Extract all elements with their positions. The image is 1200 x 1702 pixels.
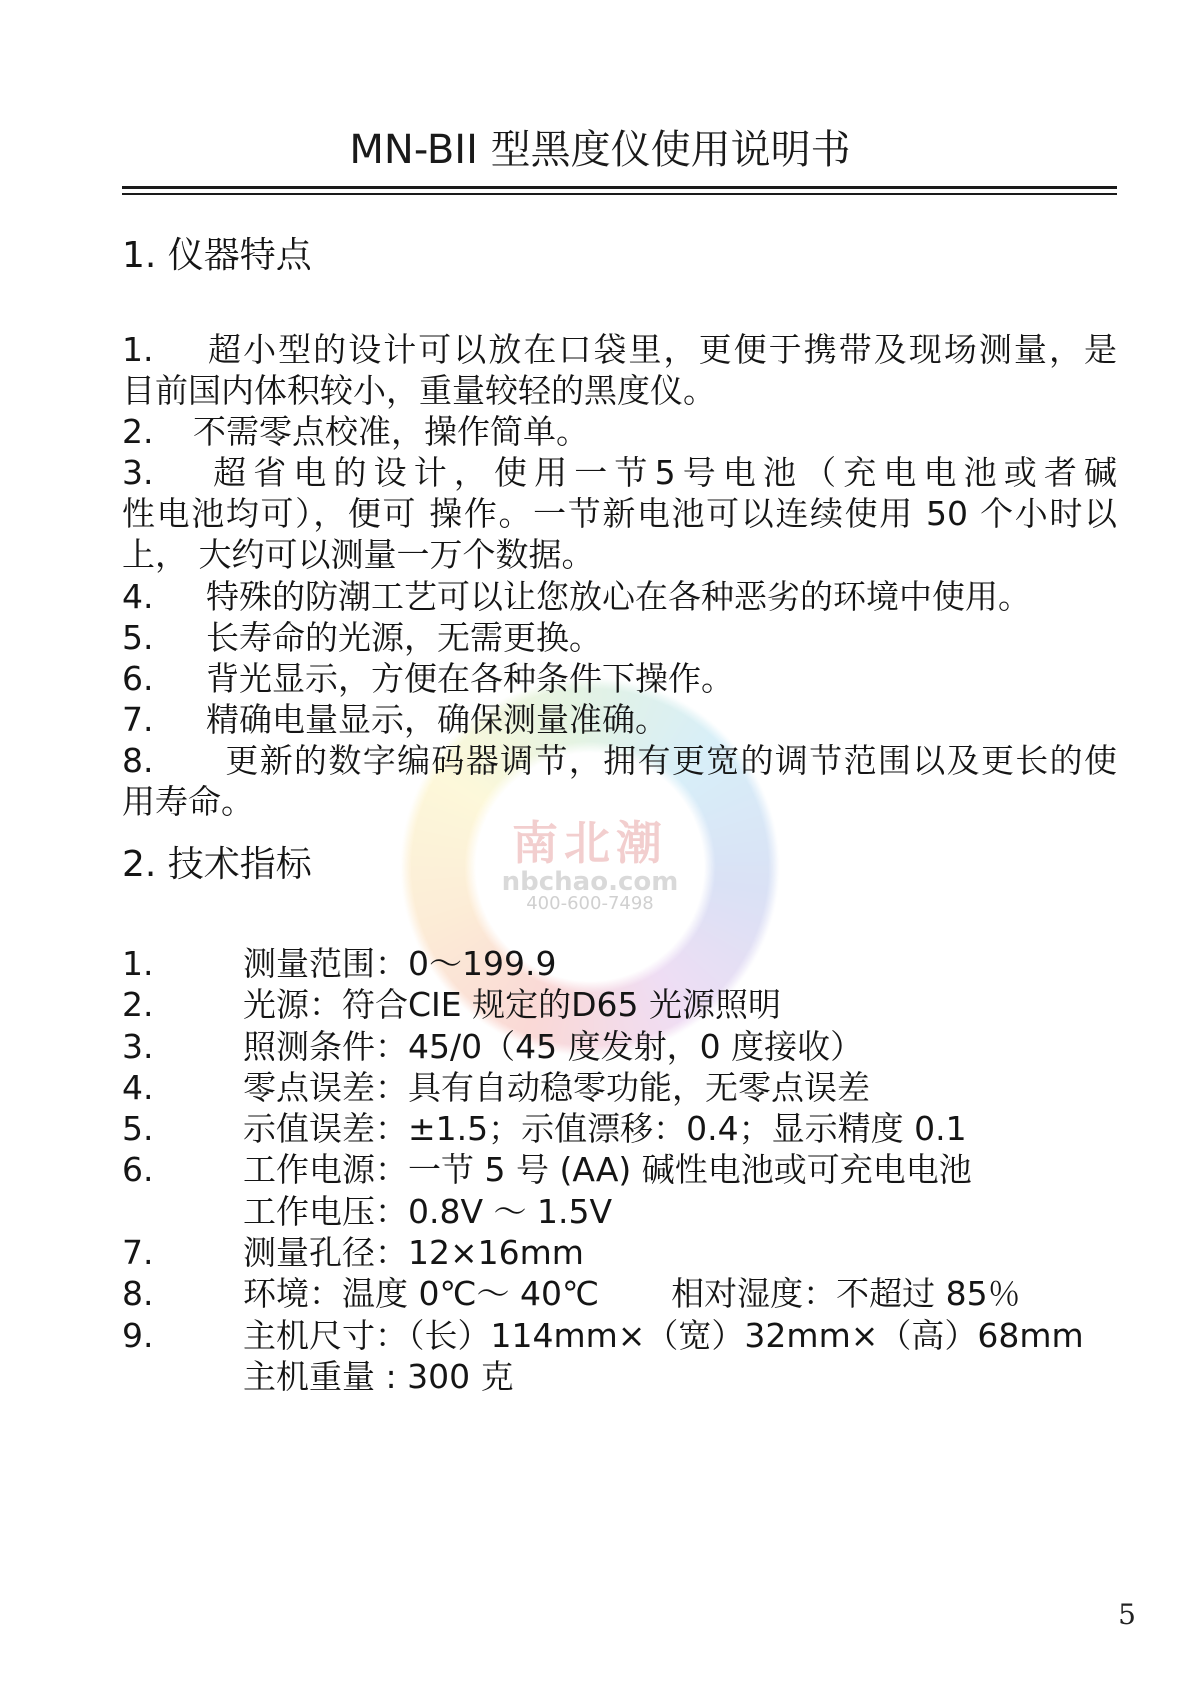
item-text: 照测条件：45/0（45 度发射，0 度接收） xyxy=(243,1026,864,1066)
temperature-text: 环境：温度 0℃～ 40℃ xyxy=(243,1274,600,1314)
feature-item-3 xyxy=(122,452,1117,575)
title-rule-thick xyxy=(122,186,1117,189)
spec-item-3 xyxy=(122,1026,1117,1067)
item-line xyxy=(122,329,1117,370)
item-text: 更新的数字编码器调节，拥有更宽的调节范围以及更长的使 xyxy=(224,740,1117,780)
item-line xyxy=(122,1315,1117,1356)
item-line xyxy=(122,1108,1117,1149)
item-text: 目前国内体积较小，重量较轻的黑度仪。 xyxy=(122,371,716,411)
item-number: 5. xyxy=(122,1109,154,1149)
feature-item-4 xyxy=(122,576,1117,617)
item-line xyxy=(122,411,1117,452)
item-text: 背光显示，方便在各种条件下操作。 xyxy=(206,658,734,698)
item-number: 7. xyxy=(122,699,154,739)
item-text: 主机重量 : 300 克 xyxy=(243,1356,514,1396)
item-text: 零点误差：具有自动稳零功能，无零点误差 xyxy=(243,1067,870,1107)
spec-item-8 xyxy=(122,1273,1117,1314)
item-line xyxy=(122,370,1117,411)
watermark-phone: 400-600-7498 xyxy=(526,893,654,914)
item-number: 2. xyxy=(122,412,154,452)
item-line xyxy=(122,984,1117,1025)
title-rule-thin xyxy=(122,193,1117,195)
spec-item-6 xyxy=(122,1149,1117,1232)
item-line xyxy=(122,617,1117,658)
spec-item-4 xyxy=(122,1067,1117,1108)
item-text: 用寿命。 xyxy=(122,782,254,822)
item-number: 4. xyxy=(122,1067,154,1107)
item-number: 5. xyxy=(122,617,154,657)
item-number: 8. xyxy=(122,1274,154,1314)
item-line xyxy=(122,1356,1117,1397)
item-line xyxy=(122,943,1117,984)
spec-item-7 xyxy=(122,1232,1117,1273)
spec-item-5 xyxy=(122,1108,1117,1149)
item-text: 不需零点校准，操作简单。 xyxy=(193,412,589,452)
item-line xyxy=(122,576,1117,617)
item-number: 3. xyxy=(122,453,154,493)
item-text: 长寿命的光源，无需更换。 xyxy=(206,617,602,657)
item-line xyxy=(122,1067,1117,1108)
section-heading-specs: 2. 技术指标 xyxy=(122,844,312,885)
item-text: 精确电量显示，确保测量准确。 xyxy=(206,699,668,739)
section-heading-features: 1. 仪器特点 xyxy=(122,235,312,276)
item-line xyxy=(122,781,1117,822)
item-number: 1. xyxy=(122,944,154,983)
item-line xyxy=(122,658,1117,699)
item-number: 3. xyxy=(122,1026,154,1066)
item-line xyxy=(122,452,1117,493)
watermark-site: nbchao.com xyxy=(501,867,679,897)
item-text: 超省电的设计，使用一节5号电池（充电电池或者碱 xyxy=(206,453,1117,493)
item-text: 工作电源：一节 5 号 (AA) 碱性电池或可充电电池 xyxy=(243,1150,972,1190)
item-line xyxy=(122,1026,1117,1067)
item-number: 2. xyxy=(122,985,154,1025)
feature-item-5 xyxy=(122,617,1117,658)
item-line xyxy=(122,699,1117,740)
item-line xyxy=(122,534,1117,575)
item-number: 4. xyxy=(122,576,154,616)
item-number: 6. xyxy=(122,658,154,698)
item-text: 性电池均可），便可 操作。一节新电池可以连续使用 50 个小时以 xyxy=(122,494,1117,534)
feature-list xyxy=(122,329,1117,822)
humidity-text: 相对湿度：不超过 85％ xyxy=(671,1274,1021,1314)
item-number: 1. xyxy=(122,330,154,369)
feature-item-1 xyxy=(122,329,1117,411)
item-number: 9. xyxy=(122,1315,154,1355)
item-number: 6. xyxy=(122,1150,154,1190)
feature-item-8 xyxy=(122,740,1117,822)
item-text: 测量范围：0～199.9 xyxy=(243,944,557,983)
item-text: 上， 大约可以测量一万个数据。 xyxy=(122,535,595,575)
item-number: 8. xyxy=(122,740,154,780)
spec-item-1 xyxy=(122,943,1117,984)
feature-item-7 xyxy=(122,699,1117,740)
item-text: 主机尺寸：（长）114mm×（宽）32mm×（高）68mm xyxy=(243,1315,1084,1355)
spec-list xyxy=(122,943,1117,1397)
item-number: 7. xyxy=(122,1233,154,1273)
item-line xyxy=(122,1191,1117,1232)
item-text: 测量孔径：12×16mm xyxy=(243,1233,584,1273)
page-title: MN-BII 型黑度仪使用说明书 xyxy=(349,127,851,173)
item-text: 示值误差：±1.5；示值漂移：0.4；显示精度 0.1 xyxy=(243,1109,967,1149)
feature-item-6 xyxy=(122,658,1117,699)
item-text: 光源：符合CIE 规定的D65 光源照明 xyxy=(243,985,782,1025)
item-line xyxy=(122,1273,1117,1314)
item-text: 特殊的防潮工艺可以让您放心在各种恶劣的环境中使用。 xyxy=(206,576,1031,616)
item-line xyxy=(122,1149,1117,1190)
page-number: 5 xyxy=(1118,1598,1136,1631)
item-text: 超小型的设计可以放在口袋里，更便于携带及现场测量，是 xyxy=(206,330,1117,369)
item-line xyxy=(122,1232,1117,1273)
spec-item-2 xyxy=(122,984,1117,1025)
spec-item-9 xyxy=(122,1315,1117,1398)
item-text: 工作电压：0.8V ～ 1.5V xyxy=(243,1191,613,1231)
item-line xyxy=(122,493,1117,534)
item-line xyxy=(122,740,1117,781)
feature-item-2 xyxy=(122,411,1117,452)
watermark-brand: 南北潮 xyxy=(512,816,668,870)
